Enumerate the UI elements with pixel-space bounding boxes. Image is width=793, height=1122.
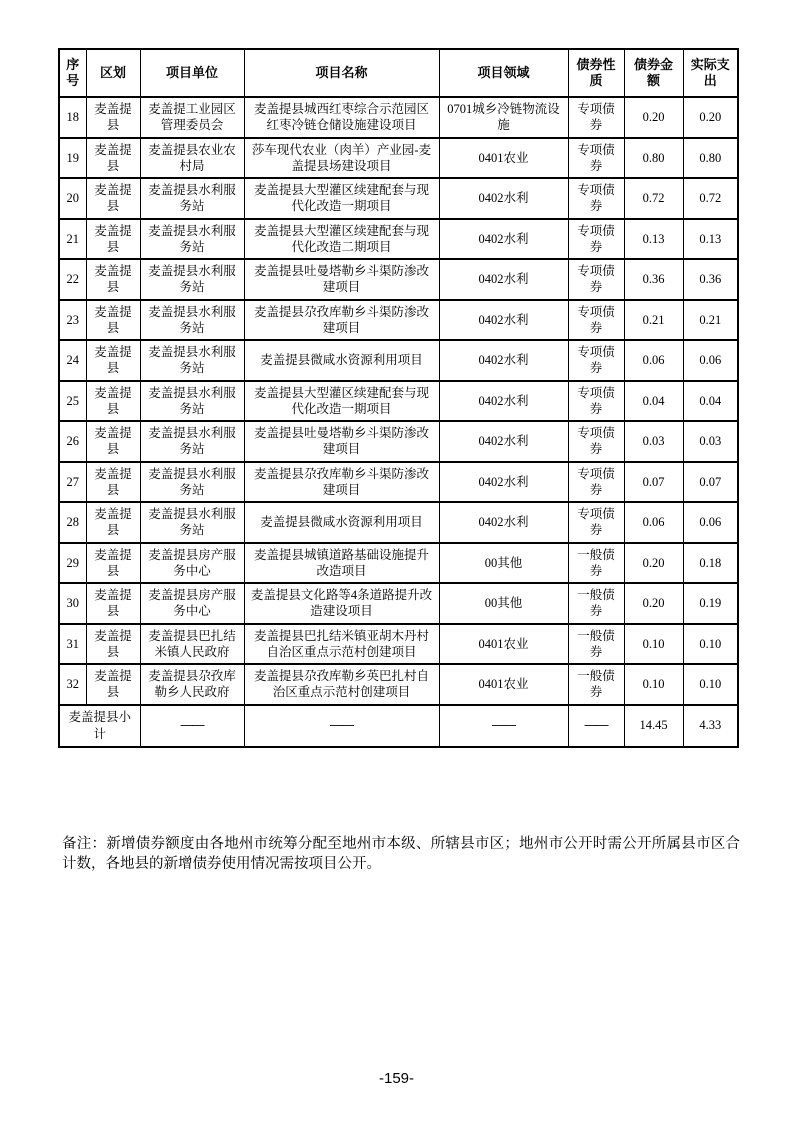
- district-cell: 麦盖提县: [86, 664, 140, 705]
- unit-cell: 麦盖提县房产服务中心: [140, 543, 244, 584]
- subtotal-spent-cell: 4.33: [683, 705, 738, 747]
- field-cell: 0402水利: [439, 502, 568, 543]
- bond-type-cell: 专项债券: [568, 97, 624, 138]
- spent-cell: 0.21: [683, 300, 738, 341]
- serial-cell: 21: [59, 219, 86, 260]
- column-header: 项目名称: [244, 49, 439, 97]
- district-cell: 麦盖提县: [86, 543, 140, 584]
- column-header: 区划: [86, 49, 140, 97]
- unit-cell: 麦盖提县巴扎结米镇人民政府: [140, 624, 244, 665]
- project-name-cell: 麦盖提县大型灌区续建配套与现代化改造二期项目: [244, 219, 439, 260]
- district-cell: 麦盖提县: [86, 340, 140, 381]
- table-row: [59, 624, 738, 665]
- serial-cell: 31: [59, 624, 86, 665]
- serial-cell: 25: [59, 381, 86, 422]
- district-cell: 麦盖提县: [86, 583, 140, 624]
- field-cell: 00其他: [439, 543, 568, 584]
- amount-cell: 0.07: [624, 462, 683, 503]
- column-header: 债券性质: [568, 49, 624, 97]
- project-name-cell: 麦盖提县城镇道路基础设施提升改造项目: [244, 543, 439, 584]
- table-row: [59, 543, 738, 584]
- project-name-cell: 麦盖提县吐曼塔勒乡斗渠防渗改建项目: [244, 421, 439, 462]
- amount-cell: 0.04: [624, 381, 683, 422]
- amount-cell: 0.10: [624, 664, 683, 705]
- table-row: [59, 178, 738, 219]
- amount-cell: 0.21: [624, 300, 683, 341]
- spent-cell: 0.06: [683, 340, 738, 381]
- amount-cell: 0.06: [624, 502, 683, 543]
- district-cell: 麦盖提县: [86, 138, 140, 179]
- project-name-cell: 麦盖提县吐曼塔勒乡斗渠防渗改建项目: [244, 259, 439, 300]
- spent-cell: 0.04: [683, 381, 738, 422]
- field-cell: 0401农业: [439, 138, 568, 179]
- unit-cell: 麦盖提县水利服务站: [140, 381, 244, 422]
- column-header: 项目单位: [140, 49, 244, 97]
- subtotal-label-cell: 麦盖提县小计: [59, 705, 140, 747]
- bond-type-cell: 专项债券: [568, 462, 624, 503]
- amount-cell: 0.10: [624, 624, 683, 665]
- column-header: 序号: [59, 49, 86, 97]
- district-cell: 麦盖提县: [86, 178, 140, 219]
- bond-type-cell: 一般债券: [568, 664, 624, 705]
- district-cell: 麦盖提县: [86, 624, 140, 665]
- spent-cell: 0.07: [683, 462, 738, 503]
- field-cell: 0402水利: [439, 340, 568, 381]
- field-cell: 0402水利: [439, 178, 568, 219]
- amount-cell: 0.13: [624, 219, 683, 260]
- table-row: [59, 502, 738, 543]
- spent-cell: 0.10: [683, 664, 738, 705]
- field-cell: 0402水利: [439, 300, 568, 341]
- field-cell: 00其他: [439, 583, 568, 624]
- bond-allocation-table: [58, 48, 739, 748]
- table-row: [59, 421, 738, 462]
- district-cell: 麦盖提县: [86, 259, 140, 300]
- bond-type-cell: 专项债券: [568, 178, 624, 219]
- table-header-row: [59, 49, 738, 97]
- bond-type-cell: 专项债券: [568, 340, 624, 381]
- subtotal-bondtype-dash: ——: [568, 705, 624, 747]
- subtotal-project-dash: ——: [244, 705, 439, 747]
- project-name-cell: 麦盖提县城西红枣综合示范园区红枣冷链仓储设施建设项目: [244, 97, 439, 138]
- unit-cell: 麦盖提县水利服务站: [140, 340, 244, 381]
- serial-cell: 32: [59, 664, 86, 705]
- serial-cell: 22: [59, 259, 86, 300]
- unit-cell: 麦盖提县水利服务站: [140, 421, 244, 462]
- table-row: [59, 97, 738, 138]
- bond-type-cell: 专项债券: [568, 259, 624, 300]
- column-header: 项目领域: [439, 49, 568, 97]
- project-name-cell: 麦盖提县尕孜库勒乡斗渠防渗改建项目: [244, 300, 439, 341]
- field-cell: 0401农业: [439, 624, 568, 665]
- district-cell: 麦盖提县: [86, 381, 140, 422]
- serial-cell: 27: [59, 462, 86, 503]
- table-row: [59, 340, 738, 381]
- unit-cell: 麦盖提县水利服务站: [140, 502, 244, 543]
- project-name-cell: 麦盖提县微咸水资源利用项目: [244, 502, 439, 543]
- unit-cell: 麦盖提县水利服务站: [140, 259, 244, 300]
- serial-cell: 23: [59, 300, 86, 341]
- spent-cell: 0.20: [683, 97, 738, 138]
- subtotal-row: [59, 705, 738, 747]
- serial-cell: 24: [59, 340, 86, 381]
- field-cell: 0401农业: [439, 664, 568, 705]
- amount-cell: 0.36: [624, 259, 683, 300]
- spent-cell: 0.80: [683, 138, 738, 179]
- district-cell: 麦盖提县: [86, 300, 140, 341]
- bond-type-cell: 专项债券: [568, 502, 624, 543]
- field-cell: 0402水利: [439, 381, 568, 422]
- subtotal-field-dash: ——: [439, 705, 568, 747]
- serial-cell: 19: [59, 138, 86, 179]
- table-row: [59, 138, 738, 179]
- project-name-cell: 麦盖提县尕孜库勒乡英巴扎村自治区重点示范村创建项目: [244, 664, 439, 705]
- spent-cell: 0.06: [683, 502, 738, 543]
- district-cell: 麦盖提县: [86, 462, 140, 503]
- bond-type-cell: 专项债券: [568, 138, 624, 179]
- amount-cell: 0.03: [624, 421, 683, 462]
- field-cell: 0402水利: [439, 219, 568, 260]
- spent-cell: 0.36: [683, 259, 738, 300]
- district-cell: 麦盖提县: [86, 97, 140, 138]
- amount-cell: 0.80: [624, 138, 683, 179]
- column-header: 实际支出: [683, 49, 738, 97]
- table-row: [59, 462, 738, 503]
- unit-cell: 麦盖提县水利服务站: [140, 300, 244, 341]
- spent-cell: 0.03: [683, 421, 738, 462]
- serial-cell: 28: [59, 502, 86, 543]
- amount-cell: 0.06: [624, 340, 683, 381]
- page-number: -159-: [378, 1070, 415, 1087]
- amount-cell: 0.20: [624, 543, 683, 584]
- amount-cell: 0.72: [624, 178, 683, 219]
- serial-cell: 29: [59, 543, 86, 584]
- project-name-cell: 莎车现代农业（肉羊）产业园-麦盖提县场建设项目: [244, 138, 439, 179]
- table-row: [59, 219, 738, 260]
- spent-cell: 0.18: [683, 543, 738, 584]
- unit-cell: 麦盖提县尕孜库勒乡人民政府: [140, 664, 244, 705]
- table-row: [59, 259, 738, 300]
- bond-type-cell: 专项债券: [568, 381, 624, 422]
- spent-cell: 0.13: [683, 219, 738, 260]
- table-row: [59, 664, 738, 705]
- subtotal-unit-dash: ——: [140, 705, 244, 747]
- unit-cell: 麦盖提县水利服务站: [140, 219, 244, 260]
- unit-cell: 麦盖提县水利服务站: [140, 178, 244, 219]
- project-name-cell: 麦盖提县文化路等4条道路提升改造建设项目: [244, 583, 439, 624]
- bond-type-cell: 一般债券: [568, 624, 624, 665]
- bond-type-cell: 专项债券: [568, 300, 624, 341]
- bond-type-cell: 专项债券: [568, 219, 624, 260]
- amount-cell: 0.20: [624, 583, 683, 624]
- bond-type-cell: 一般债券: [568, 543, 624, 584]
- footnote: 备注：新增债券额度由各地州市统筹分配至地州市本级、所辖县市区；地州市公开时需公开所属县市区合计数，各地县的新增债券使用情况需按项目公开。: [62, 836, 740, 872]
- project-name-cell: 麦盖提县大型灌区续建配套与现代化改造一期项目: [244, 381, 439, 422]
- district-cell: 麦盖提县: [86, 421, 140, 462]
- serial-cell: 18: [59, 97, 86, 138]
- unit-cell: 麦盖提县农业农村局: [140, 138, 244, 179]
- table-row: [59, 583, 738, 624]
- unit-cell: 麦盖提工业园区管理委员会: [140, 97, 244, 138]
- serial-cell: 26: [59, 421, 86, 462]
- serial-cell: 20: [59, 178, 86, 219]
- field-cell: 0402水利: [439, 462, 568, 503]
- table-row: [59, 300, 738, 341]
- unit-cell: 麦盖提县房产服务中心: [140, 583, 244, 624]
- district-cell: 麦盖提县: [86, 502, 140, 543]
- project-name-cell: 麦盖提县尕孜库勒乡斗渠防渗改建项目: [244, 462, 439, 503]
- field-cell: 0402水利: [439, 421, 568, 462]
- bond-type-cell: 一般债券: [568, 583, 624, 624]
- subtotal-amount-cell: 14.45: [624, 705, 683, 747]
- spent-cell: 0.19: [683, 583, 738, 624]
- project-name-cell: 麦盖提县微咸水资源利用项目: [244, 340, 439, 381]
- bond-type-cell: 专项债券: [568, 421, 624, 462]
- district-cell: 麦盖提县: [86, 219, 140, 260]
- field-cell: 0701城乡冷链物流设施: [439, 97, 568, 138]
- field-cell: 0402水利: [439, 259, 568, 300]
- table-row: [59, 381, 738, 422]
- spent-cell: 0.72: [683, 178, 738, 219]
- project-name-cell: 麦盖提县大型灌区续建配套与现代化改造一期项目: [244, 178, 439, 219]
- amount-cell: 0.20: [624, 97, 683, 138]
- spent-cell: 0.10: [683, 624, 738, 665]
- serial-cell: 30: [59, 583, 86, 624]
- project-name-cell: 麦盖提县巴扎结米镇亚胡木丹村自治区重点示范村创建项目: [244, 624, 439, 665]
- column-header: 债券金额: [624, 49, 683, 97]
- unit-cell: 麦盖提县水利服务站: [140, 462, 244, 503]
